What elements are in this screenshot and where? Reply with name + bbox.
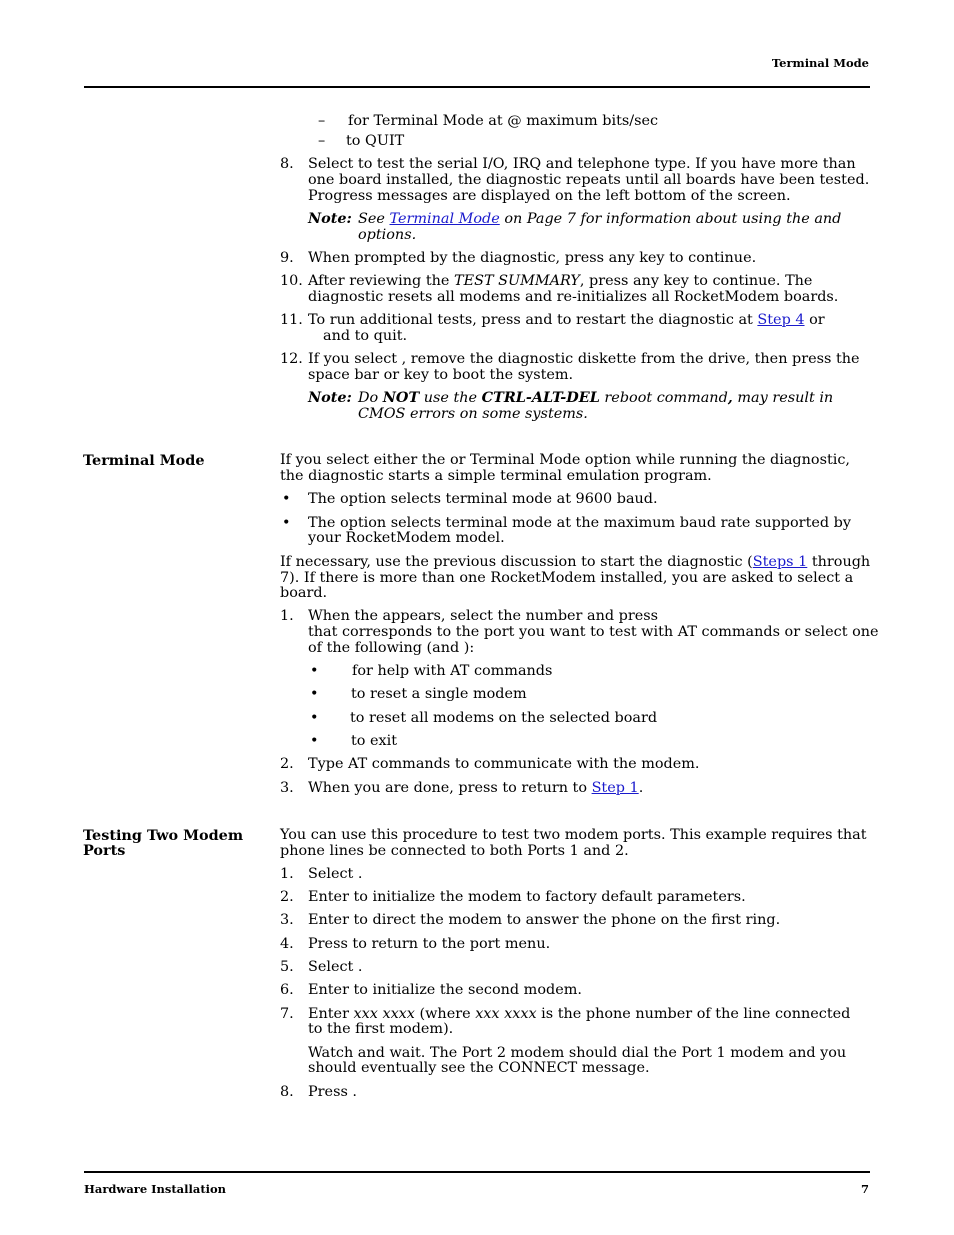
step-text: Type AT commands to communicate with the modem. [308,756,700,772]
step-number: 8. [280,1084,294,1100]
step-number: 1. [280,866,294,882]
step-number: 1. [280,608,294,624]
step-text: Progress messages are displayed on the left bottom of the screen. [308,188,791,204]
step-text: diagnostic resets all modems and re-initializes all RocketModem boards. [308,289,839,305]
step-text: When you are done, press to return to Step 1. [308,780,644,796]
step-text: To run additional tests, press and to restart the diagnostic at Step 4 or [308,312,825,328]
paragraph-text: phone lines be connected to both Ports 1 and 2. [280,843,629,859]
step-4-link[interactable]: Step 4 [757,312,805,328]
page-number: 7 [860,1182,869,1196]
note-text: CMOS errors on some systems. [358,406,588,422]
paragraph-text: board. [280,585,328,601]
bullet: • [282,515,291,531]
paragraph-text: should eventually see the CONNECT message. [308,1060,650,1076]
step-text: Press to return to the port menu. [308,936,551,952]
step-text: and to quit. [323,328,408,344]
header-rule [84,86,870,88]
step-text: Enter xxx xxxx (where xxx xxxx is the phone number of the line connected [308,1006,851,1022]
step-text: Enter to initialize the modem to factory default parameters. [308,889,746,905]
step-text: that corresponds to the port you want to test with AT commands or select one [308,624,879,640]
note-text: Do NOT use the CTRL-ALT-DEL reboot command, may result in [358,389,834,406]
step-number: 7. [280,1006,294,1022]
bullet: • [282,491,291,507]
step-1-link[interactable]: Step 1 [591,780,639,796]
section-heading-terminal-mode: Terminal Mode [83,452,205,469]
section-heading-testing-two-modem-ports [83,828,243,858]
step-text: Select . [308,959,363,975]
dash-item-text: for Terminal Mode at @ maximum bits/sec [348,113,659,129]
bullet-text: for help with AT commands [352,663,553,679]
step-number: 3. [280,912,294,928]
step-text: one board installed, the diagnostic repeats until all boards have been tested. [308,172,870,188]
bullet: • [310,710,319,726]
step-text: Enter to direct the modem to answer the phone on the first ring. [308,912,781,928]
step-text: Press . [308,1084,357,1100]
bullet-text: The option selects terminal mode at 9600 baud. [308,491,658,507]
step-number: 8. [280,156,294,172]
paragraph-text: Watch and wait. The Port 2 modem should dial the Port 1 modem and you [308,1045,847,1061]
note-label: Note: [308,210,352,227]
bullet-text: your RocketModem model. [308,530,505,546]
step-text: After reviewing the TEST SUMMARY, press any key to continue. The [308,273,813,289]
step-number: 3. [280,780,294,796]
step-text: Select . [308,866,363,882]
step-text: When the appears, select the number and press [308,608,659,624]
step-text: of the following (and ): [308,640,475,656]
step-number: 10. [280,273,303,289]
bullet-text: to reset all modems on the selected board [350,710,658,726]
step-number: 12. [280,351,303,367]
step-text: Select to test the serial I/O, IRQ and telephone type. If you have more than [308,156,856,172]
step-number: 5. [280,959,294,975]
footer-rule [84,1171,870,1173]
note-text: See Terminal Mode on Page 7 for information about using the and [358,211,842,227]
step-text: to the first modem). [308,1021,454,1037]
step-number: 6. [280,982,294,998]
bullet: • [310,663,319,679]
paragraph-text: If you select either the or Terminal Mode option while running the diagnostic, [280,452,850,468]
note-label: Note: [308,389,352,406]
step-text: Enter to initialize the second modem. [308,982,582,998]
paragraph-text: You can use this procedure to test two modem ports. This example requires that [280,827,867,843]
step-number: 4. [280,936,294,952]
step-text: If you select , remove the diagnostic diskette from the drive, then press the [308,351,860,367]
bullet-text: The option selects terminal mode at the maximum baud rate supported by [308,515,851,531]
paragraph-text: If necessary, use the previous discussion to start the diagnostic (Steps 1 through [280,554,871,570]
bullet: • [310,686,319,702]
heading-line: Testing Two Modem [83,827,244,844]
step-number: 11. [280,312,303,328]
terminal-mode-link[interactable]: Terminal Mode [389,211,500,227]
dash-marker: – [318,133,326,149]
bullet-text: to reset a single modem [351,686,527,702]
bullet: • [310,733,319,749]
step-text: When prompted by the diagnostic, press any key to continue. [308,250,757,266]
bullet-text: to exit [351,733,398,749]
page-header-title: Terminal Mode [771,56,869,70]
note-text: options. [358,227,417,243]
paragraph-text: the diagnostic starts a simple terminal emulation program. [280,468,712,484]
step-number: 9. [280,250,294,266]
step-number: 2. [280,756,294,772]
heading-line: Ports [83,842,126,859]
dash-item-text: to QUIT [346,133,405,149]
paragraph-text: 7). If there is more than one RocketModem installed, you are asked to select a [280,570,854,586]
step-number: 2. [280,889,294,905]
step-text: space bar or key to boot the system. [308,367,574,383]
footer-title: Hardware Installation [84,1182,227,1196]
dash-marker: – [318,113,326,129]
steps-1-link[interactable]: Steps 1 [752,554,808,570]
